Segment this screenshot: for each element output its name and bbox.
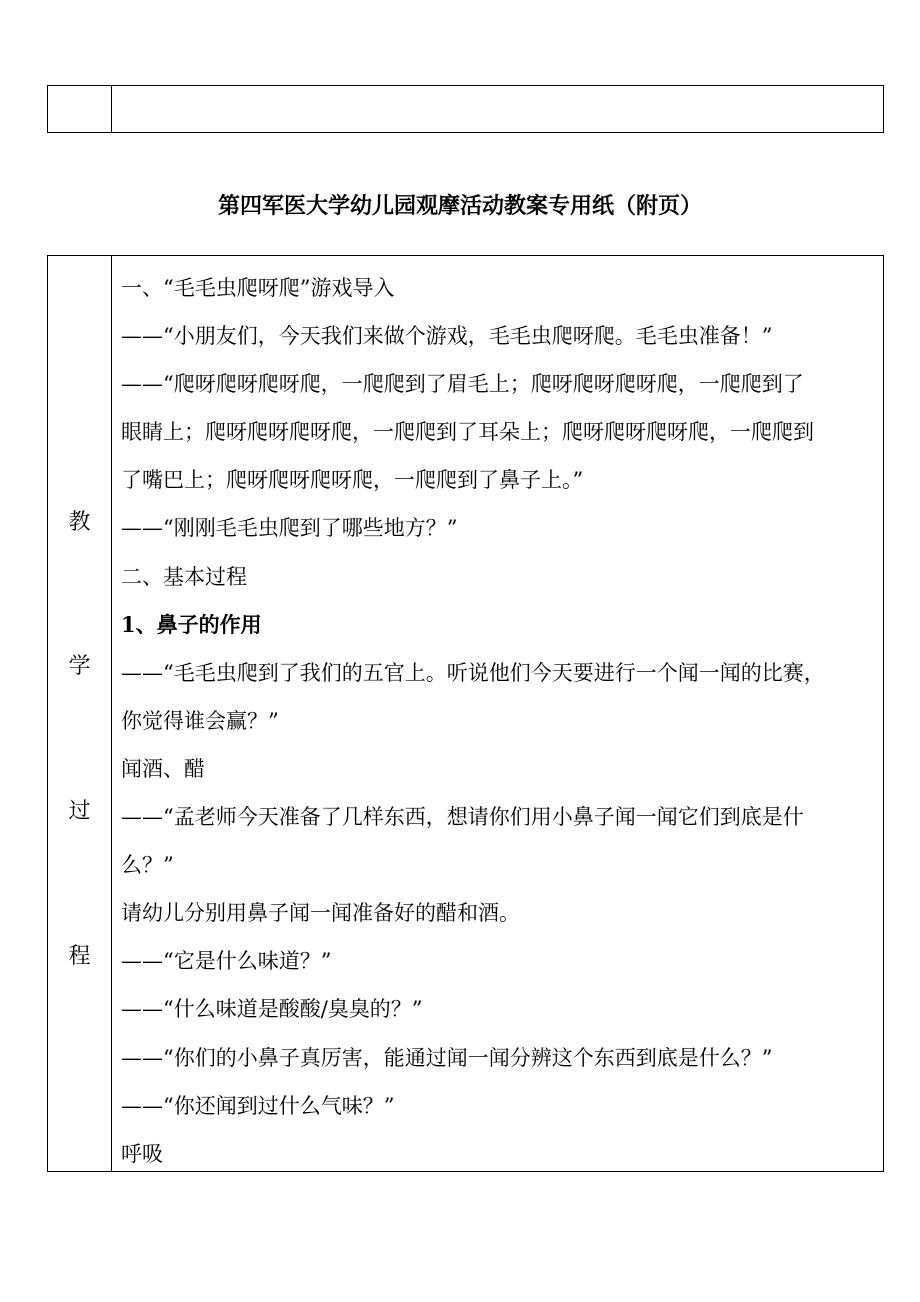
lesson-table [47,255,884,1172]
content-line: 二、基本过程 [121,564,247,589]
side-label-char: 过 [68,799,91,824]
header-table-divider [111,86,112,132]
page-title: 第四军医大学幼儿园观摩活动教案专用纸（附页） [217,193,702,219]
content-line: ——“刚刚毛毛虫爬到了哪些地方？” [121,516,458,541]
content-line: 你觉得谁会赢？” [121,708,279,733]
content-line: ——“你们的小鼻子真厉害，能通过闻一闻分辨这个东西到底是什么？” [121,1045,773,1070]
content-line: 闻酒、醋 [121,756,205,781]
lesson-content [121,264,881,1178]
content-line: ——“它是什么味道？” [121,949,332,974]
content-line: ——“孟老师今天准备了几样东西，想请你们用小鼻子闻一闻它们到底是什 [121,805,804,830]
content-line: ——“你还闻到过什么气味？” [121,1093,395,1118]
content-line: 呼吸 [121,1141,163,1166]
content-line: ——“毛毛虫爬到了我们的五官上。听说他们今天要进行一个闻一闻的比赛， [121,660,825,685]
side-label-char: 学 [68,654,91,679]
header-table [47,85,884,133]
content-line: ——“小朋友们，今天我们来做个游戏，毛毛虫爬呀爬。毛毛虫准备！” [121,324,773,349]
lesson-table-divider [111,256,112,1171]
content-line: ——“爬呀爬呀爬呀爬，一爬爬到了眉毛上；爬呀爬呀爬呀爬，一爬爬到了 [121,372,804,397]
content-line: 了嘴巴上；爬呀爬呀爬呀爬，一爬爬到了鼻子上。” [121,468,584,493]
content-line: 一、“毛毛虫爬呀爬”游戏导入 [121,276,395,300]
side-label-char: 教 [68,510,91,535]
content-line: 1、鼻子的作用 [121,611,262,637]
content-line: 么？” [121,853,174,878]
side-label-char: 程 [68,944,91,969]
content-line: ——“什么味道是酸酸/臭臭的？” [121,997,423,1022]
content-line: 请幼儿分别用鼻子闻一闻准备好的醋和酒。 [121,901,520,926]
content-line: 眼睛上；爬呀爬呀爬呀爬，一爬爬到了耳朵上；爬呀爬呀爬呀爬，一爬爬到 [121,420,814,445]
